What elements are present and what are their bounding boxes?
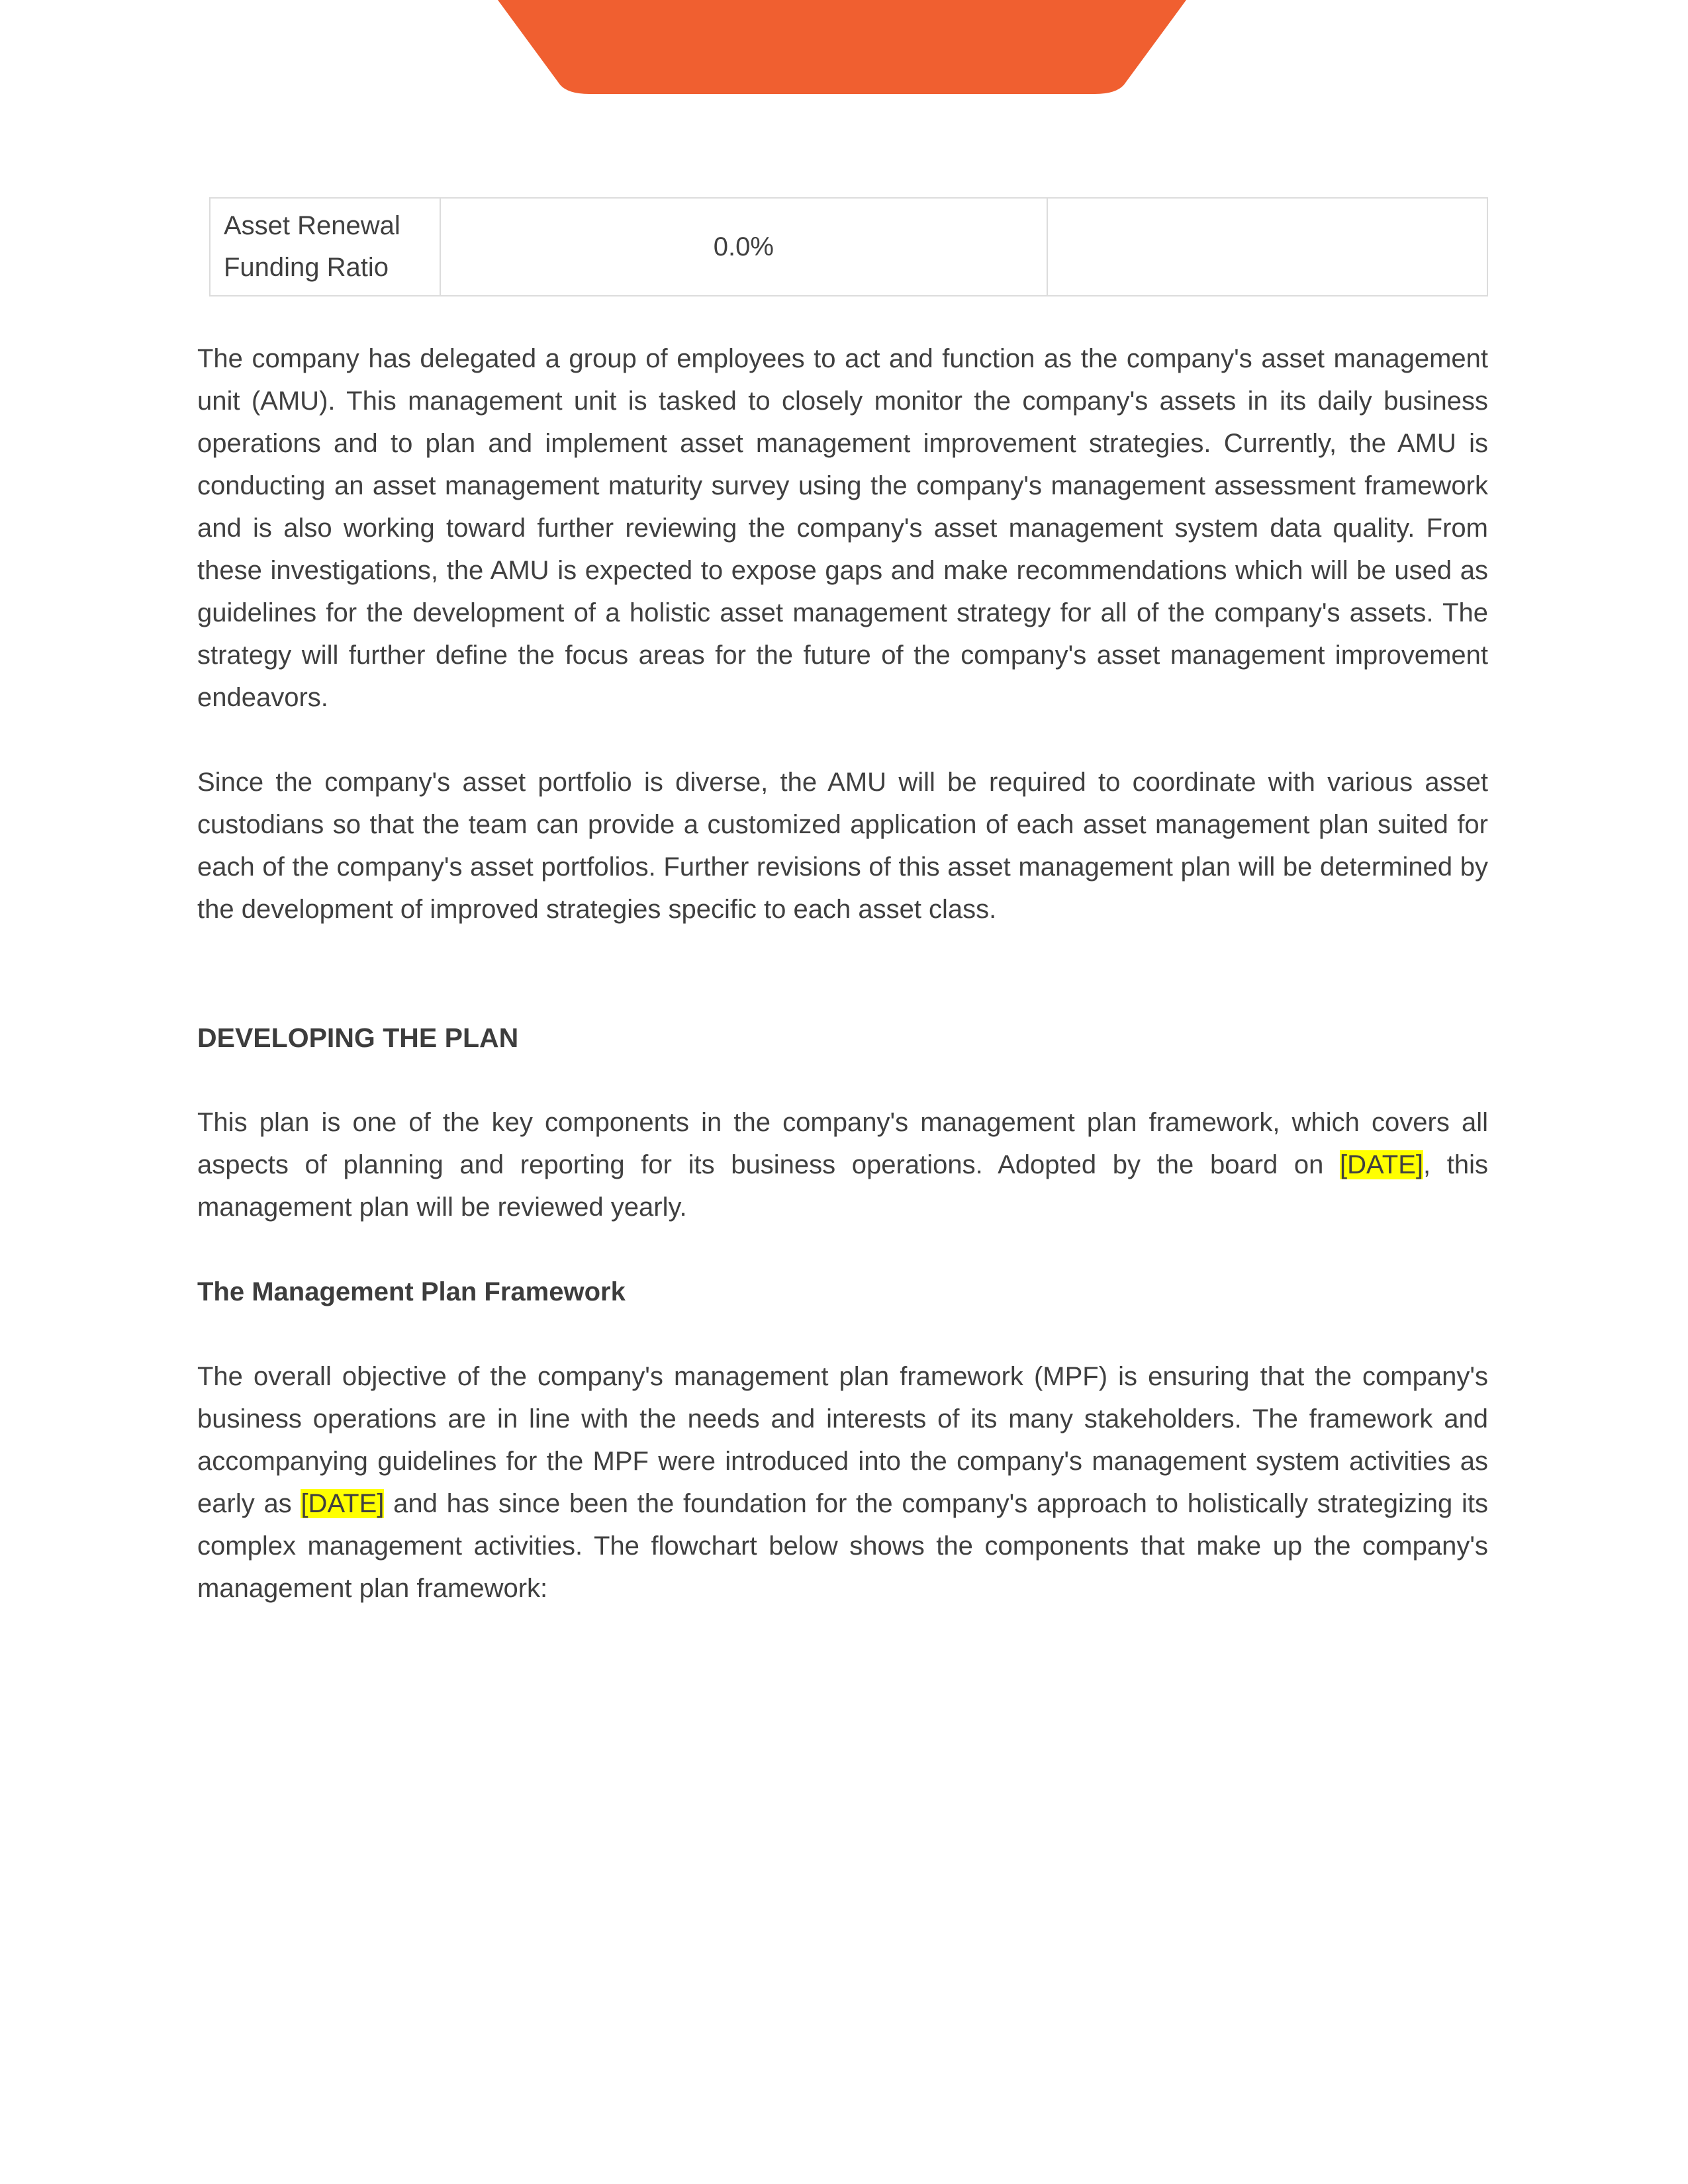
table-row [210,198,1487,296]
paragraph-developing-plan [197,1101,1488,1228]
subsection-heading: The Management Plan Framework [197,1277,626,1306]
date-placeholder: [DATE] [301,1489,385,1518]
paragraph-portfolio: Since the company's asset portfolio is diverse, the AMU will be required to coordinate with various asset custodians so that the team can provide a customized application of each asset management plan suited for each of the company's asset portfolios. Further revisions of this asset management plan will be determined by the development of improved strategies specific to each asset class. [197,768,1488,924]
metric-label-cell: Asset Renewal Funding Ratio [210,198,440,296]
paragraph-text: , this management plan will be reviewed yearly. [197,1150,1488,1222]
header-tab-shape [498,0,1186,94]
date-placeholder: [DATE] [1340,1150,1423,1179]
paragraph-text: The overall objective of the company's management plan framework (MPF) is ensuring that the company's business operations are in line with the needs and interests of its many stakeholders. The framework and accompanying guidelines for the MPF were introduced into the company's management system activities as early as [197,1362,1488,1518]
metric-extra-cell [1047,198,1487,296]
metric-value-cell: 0.0% [440,198,1047,296]
paragraph-framework [197,1355,1488,1610]
metrics-table [209,197,1488,296]
document-body [197,197,1488,1610]
paragraph-amu: The company has delegated a group of employees to act and function as the company's asset management unit (AMU). This management unit is tasked to closely monitor the company's assets in its daily business operations and to plan and implement asset management improvement strategies. Currently, the AMU is conducting an asset management maturity survey using the company's management assessment framework and is also working toward further reviewing the company's asset management system data quality. From these investigations, the AMU is expected to expose gaps and make recommendations which will be used as guidelines for the development of a holistic asset management strategy for all of the company's assets. The strategy will further define the focus areas for the future of the company's asset management improvement endeavors. [197,344,1488,712]
paragraph-text: This plan is one of the key components in the company's management plan framework, which covers all aspects of planning and reporting for its business operations. Adopted by the board on [197,1108,1488,1179]
section-heading: DEVELOPING THE PLAN [197,1023,519,1053]
header-accent-tab [498,0,1186,94]
paragraph-text: and has since been the foundation for the company's approach to holistically strategizing its complex management activities. The flowchart below shows the components that make up the company's management plan framework: [197,1489,1489,1603]
